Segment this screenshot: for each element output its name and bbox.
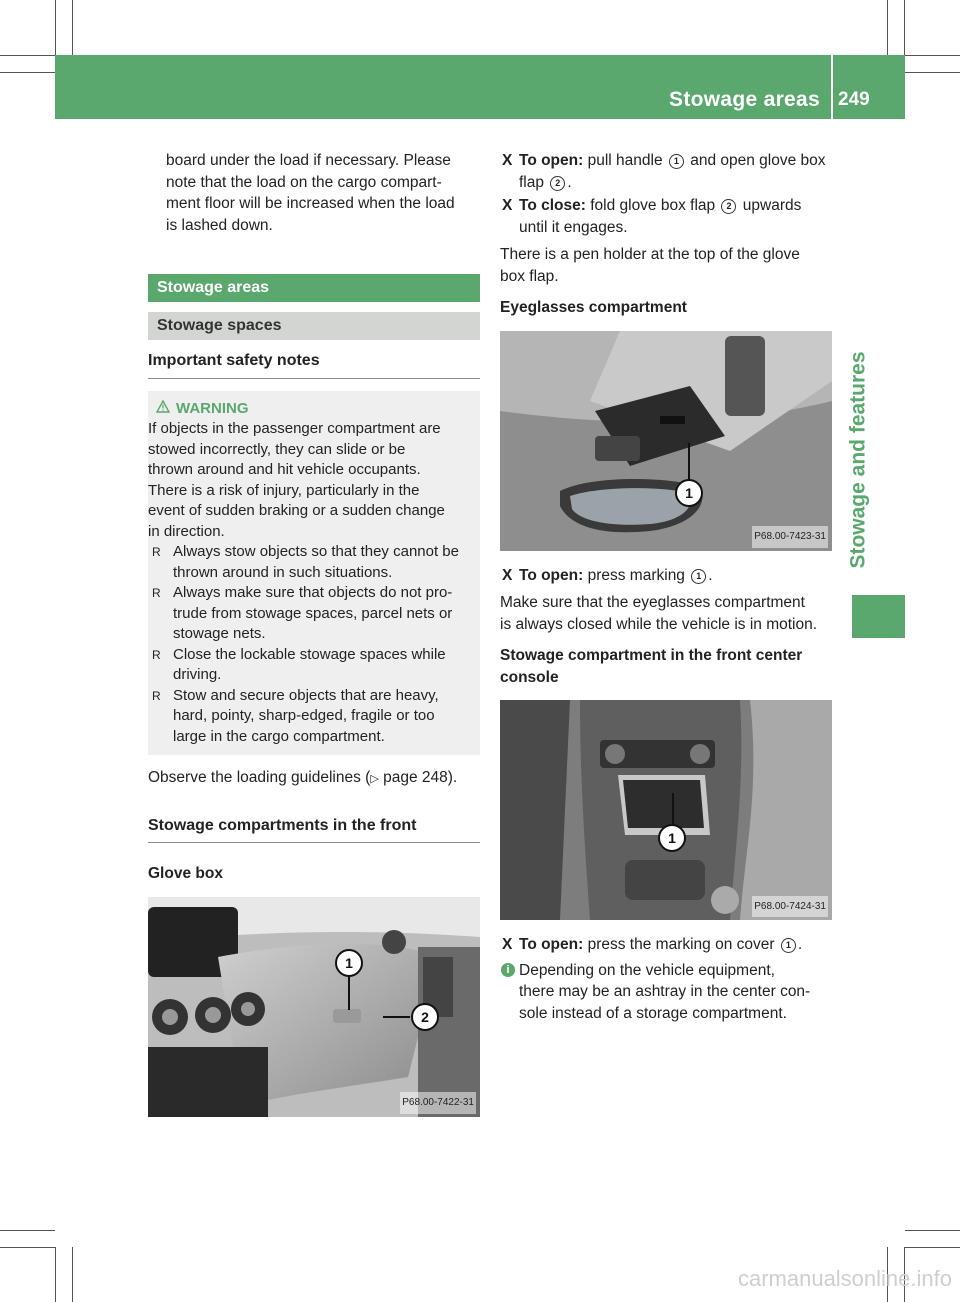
bullet-icon: R (152, 545, 161, 559)
front-compartments-heading: Stowage compartments in the front (148, 815, 480, 844)
eyeglasses-note: Make sure that the eyeglasses compartment is always closed while the vehicle is in motion. (500, 594, 818, 633)
crop-mark (904, 0, 905, 55)
crop-mark (55, 0, 56, 55)
callout-1: 1 (658, 824, 686, 852)
observe-guidelines: Observe the loading guidelines (▷ page 248). (148, 769, 458, 786)
chapter-side-tab (836, 310, 882, 610)
chapter-label: Stowage and features (847, 351, 870, 569)
warning-title: WARNING (148, 399, 472, 420)
glovebox-close-step: X To close: fold glove box flap 2 upwards until it engages. (502, 197, 802, 236)
page-number: 249 (838, 89, 870, 110)
warning-bullet: R Always make sure that objects do not pro- trude from stowage spaces, parcel nets or stowage nets. (152, 584, 453, 642)
warning-triangle-icon (156, 399, 170, 420)
crop-mark (0, 1230, 55, 1231)
crop-mark (72, 1247, 73, 1302)
intro-paragraph: board under the load if necessary. Please note that the load on the cargo compart- ment floor will be increased when the load is lashed down. (166, 152, 455, 234)
marker-2: 2 (550, 176, 565, 191)
image-caption: P68.00-7424-31 (752, 896, 828, 918)
bullet-icon: R (152, 688, 161, 703)
warning-bullet: R Stow and secure objects that are heavy, hard, pointy, sharp-edged, fragile or too large in the cargo compartment. (152, 686, 439, 745)
glovebox-heading: Glove box (148, 865, 223, 882)
page-ref-arrow-icon: ▷ (370, 773, 379, 785)
eyeglasses-open-step: X To open: press marking 1 . (500, 565, 832, 587)
callout-2: 2 (411, 1003, 439, 1031)
marker-1: 1 (691, 569, 706, 584)
section-heading-stowage-areas: Stowage areas (148, 274, 480, 302)
section-heading-stowage-spaces: Stowage spaces (148, 312, 480, 340)
header-separator (831, 55, 833, 119)
center-open-step: X To open: press the marking on cover 1 . (500, 934, 832, 956)
callout-1: 1 (675, 479, 703, 507)
eyeglasses-heading: Eyeglasses compartment (500, 299, 687, 316)
crop-mark (905, 1247, 960, 1248)
image-caption: P68.00-7423-31 (752, 526, 828, 548)
image-caption: P68.00-7422-31 (400, 1092, 476, 1114)
left-column (148, 150, 480, 1117)
warning-text: If objects in the passenger compartment are stowed incorrectly, they can slide or be thrown around and hit vehicle occupants. There is a risk of injury, particularly in the event of sudden braking or a sudden change in direction. (148, 420, 445, 540)
warning-box (148, 391, 480, 756)
footer-watermark: carmanualsonline.info (737, 1266, 952, 1291)
glovebox-open-step: X To open: pull handle 1 and open glove box flap 2 . (502, 152, 826, 191)
bullet-icon: R (152, 647, 161, 662)
warning-bullet: R Close the lockable stowage spaces while driving. (152, 645, 446, 683)
crop-mark (0, 55, 55, 56)
step-arrow-icon: X (502, 566, 513, 584)
step-arrow-icon: X (502, 152, 513, 169)
crop-mark (0, 72, 55, 73)
pen-holder-note: There is a pen holder at the top of the glove box flap. (500, 246, 800, 285)
info-icon: i (501, 963, 515, 977)
center-console-heading: Stowage compartment in the front center console (500, 647, 803, 686)
crop-mark (905, 1230, 960, 1231)
crop-mark (887, 0, 888, 55)
marker-1: 1 (781, 938, 796, 953)
page-ref-link[interactable]: page 248). (383, 769, 458, 786)
step-arrow-icon: X (502, 197, 513, 214)
crop-mark (72, 0, 73, 55)
marker-2: 2 (721, 199, 736, 214)
bullet-icon: R (152, 586, 161, 600)
safety-notes-heading: Important safety notes (148, 350, 480, 379)
crop-mark (905, 55, 960, 56)
crop-mark (0, 1247, 55, 1248)
center-console-photo (500, 700, 832, 920)
right-column (500, 150, 832, 1024)
callout-1: 1 (335, 949, 363, 977)
crop-mark (905, 72, 960, 73)
glovebox-photo (148, 897, 480, 1117)
step-arrow-icon: X (502, 936, 513, 953)
warning-bullet: R Always stow objects so that they cannot be thrown around in such situations. (152, 543, 459, 581)
header-title: Stowage areas (669, 88, 820, 111)
eyeglasses-photo (500, 331, 832, 551)
info-note: i Depending on the vehicle equipment, there may be an ashtray in the center con- sole instead of a storage compartment. (500, 960, 832, 1025)
crop-mark (55, 1247, 56, 1302)
marker-1: 1 (669, 154, 684, 169)
chapter-marker (852, 595, 905, 638)
